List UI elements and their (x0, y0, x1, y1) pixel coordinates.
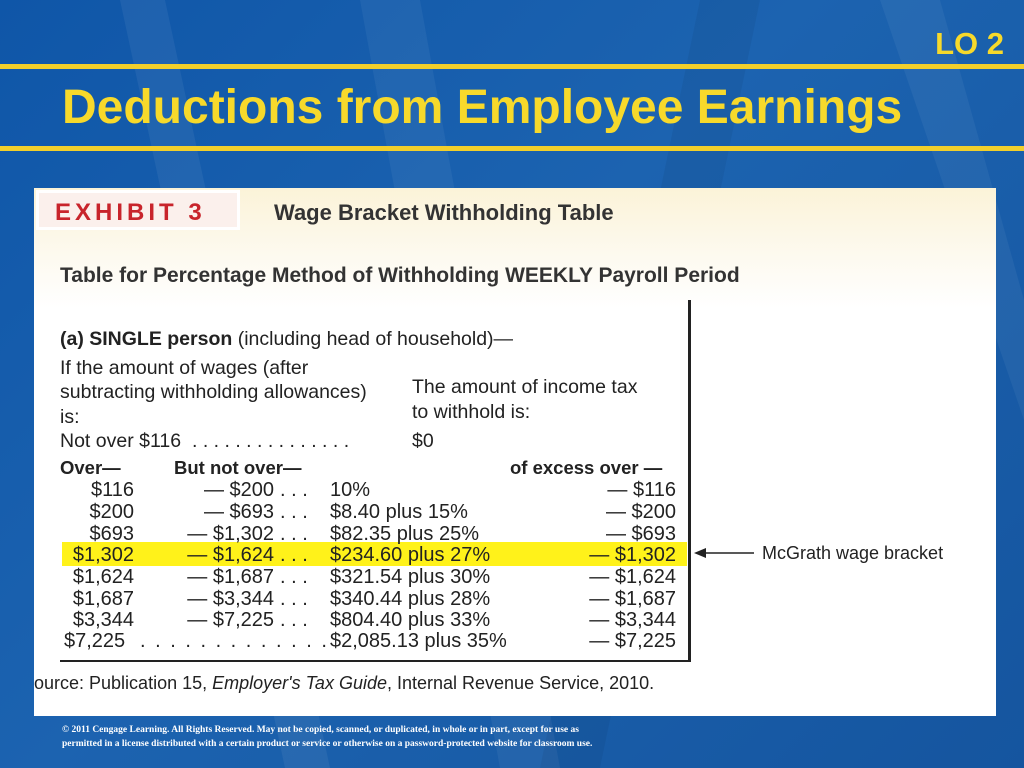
cell-amount: $340.44 plus 28% (330, 588, 491, 610)
cell-dots: . . . (280, 566, 308, 588)
cell-dots: . . . (280, 544, 308, 566)
cell-over: $1,302 (72, 544, 134, 566)
top-rule (0, 64, 1024, 69)
cell-amount: $804.40 plus 33% (330, 609, 491, 631)
section-heading-bold: (a) SINGLE person (60, 328, 233, 350)
title-rule (0, 146, 1024, 151)
table-bottom-rule (60, 660, 691, 662)
left-header-line-2: subtracting withholding allowances) (60, 381, 367, 403)
section-heading (60, 328, 513, 351)
left-header-line-3: is: (60, 406, 80, 428)
cell-excess-over: — $3,344 (589, 609, 676, 631)
cell-excess-over: — $1,624 (589, 566, 676, 588)
cell-over: $116 (90, 479, 134, 501)
lo-label: LO 2 (935, 26, 1004, 61)
callout-label: McGrath wage bracket (762, 543, 944, 563)
cell-amount: $82.35 plus 25% (330, 523, 480, 545)
cell-excess-over: — $116 (607, 479, 676, 501)
not-over-label: Not over $116 (60, 430, 182, 452)
cell-over: $1,687 (72, 588, 134, 610)
cell-excess-over: — $200 (605, 501, 676, 523)
table-subtitle: Table for Percentage Method of Withholding WEEKLY Payroll Period (60, 264, 740, 287)
cell-over: $7,225 (64, 630, 126, 652)
cell-over: $1,624 (72, 566, 134, 588)
exhibit-title: Wage Bracket Withholding Table (274, 200, 614, 225)
arrow-left-icon (694, 543, 756, 563)
cell-over: $3,344 (72, 609, 134, 631)
cell-amount: $321.54 plus 30% (330, 566, 491, 588)
col-header-over: Over— (60, 457, 121, 478)
not-over-dots: . . . . . . . . . . . . . . . (192, 430, 350, 452)
exhibit-label: EXHIBIT 3 (36, 190, 240, 230)
footer-line-1: © 2011 Cengage Learning. All Rights Reserved. May not be copied, scanned, or duplicated, in whole or in part, except for use as (62, 725, 579, 735)
cell-excess-over: — $1,687 (589, 588, 676, 610)
right-header-line-2: to withhold is: (412, 401, 531, 423)
cell-excess-over: — $7,225 (589, 630, 676, 652)
left-header-line-1: If the amount of wages (after (60, 357, 309, 379)
cell-excess-over: — $1,302 (589, 544, 676, 566)
cell-but-not-over: — $200 (203, 479, 274, 501)
cell-but-not-over: — $693 (203, 501, 274, 523)
cell-dots: . . . (280, 523, 308, 545)
cell-amount: 10% (330, 479, 371, 501)
cell-amount: $8.40 plus 15% (330, 501, 468, 523)
footer-line-2: permitted in a license distributed with a certain product or service or otherwise on a password-protected website for classroom use. (62, 739, 593, 749)
cell-over: $200 (89, 501, 134, 523)
not-over-value: $0 (412, 430, 434, 452)
source-suffix: , Internal Revenue Service, 2010. (386, 673, 655, 693)
exhibit-panel (34, 188, 996, 716)
cell-dots: . . . (280, 501, 308, 523)
cell-dots: . . . (280, 609, 308, 631)
source-citation (34, 673, 654, 694)
cell-dots: . . . (280, 588, 308, 610)
right-header-line-1: The amount of income tax (412, 376, 638, 398)
cell-dots: . . . . . . . . . . . . . (140, 630, 329, 652)
cell-but-not-over: — $1,687 (187, 566, 274, 588)
slide-title: Deductions from Employee Earnings (62, 81, 903, 134)
cell-dots: . . . (280, 479, 308, 501)
source-prefix: ource: Publication 15, (34, 673, 213, 693)
table-vertical-rule (688, 300, 691, 662)
source-italic: Employer's Tax Guide (212, 673, 387, 693)
cell-but-not-over: — $7,225 (187, 609, 274, 631)
cell-amount: $234.60 plus 27% (330, 544, 491, 566)
cell-amount: $2,085.13 plus 35% (330, 630, 507, 652)
cell-over: $693 (89, 523, 134, 545)
col-header-excess-over: of excess over — (510, 457, 663, 478)
copyright-footer (62, 723, 762, 751)
col-header-but-not-over: But not over— (174, 457, 302, 478)
cell-but-not-over: — $3,344 (187, 588, 274, 610)
cell-but-not-over: — $1,624 (187, 544, 274, 566)
section-heading-rest: (including head of household)— (232, 328, 514, 350)
cell-but-not-over: — $1,302 (187, 523, 274, 545)
cell-excess-over: — $693 (605, 523, 676, 545)
